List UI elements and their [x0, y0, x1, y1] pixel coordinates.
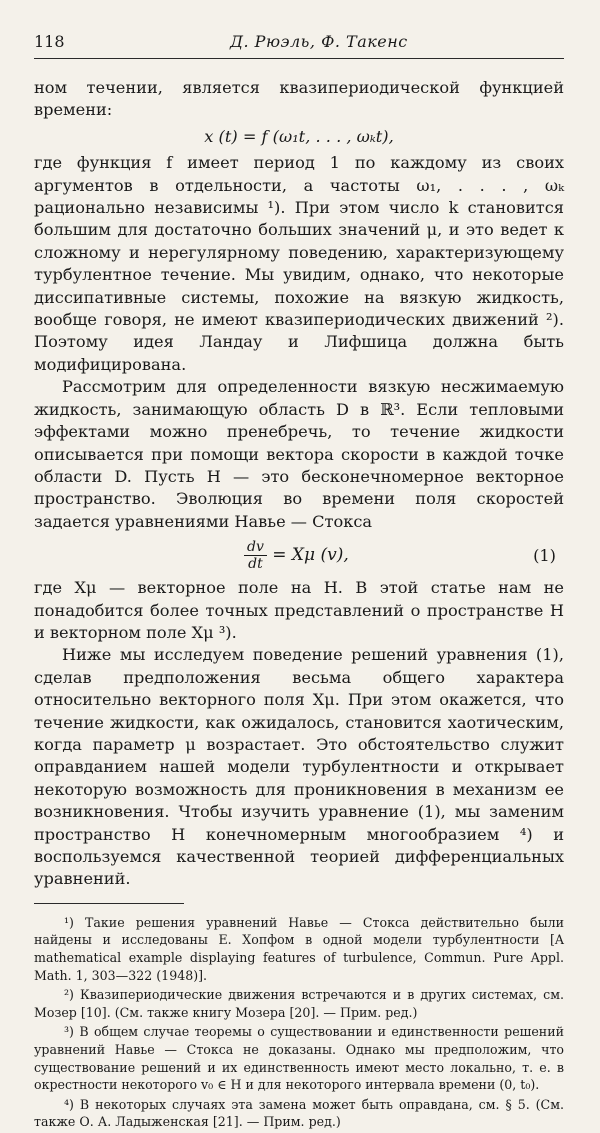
footnotes — [34, 914, 564, 1131]
paragraph-5: Ниже мы исследуем поведение решений уравнения (1), сделав предположения весьма общего характера относительно векторного поля Xμ. При этом окажется, что течение жидкости, как ожидалось, становится хаотическим, когда параметр μ возрастает. Это обстоятельство служит оправданием нашей модели турбулентности и открывает некоторую возможность для проникновения в механизм ее возникновения. Чтобы изучить уравнение (1), мы заменим пространство H конечномерным многообразием ⁴) и воспользуемся качественной теорией дифференциальных уравнений. — [34, 645, 564, 889]
equation-rhs: = Xμ (v), — [272, 545, 349, 566]
equation-denominator: dt — [248, 556, 263, 573]
footnote-3: ³) В общем случае теоремы о существовании и единственности решений уравнений Навье — Стокса не доказаны. Однако мы предположим, что существование решений и их единственность имеют место локально, т. е. в окрестности некоторого v₀ ∈ H и для некоторого интервала времени (0, t₀). — [34, 1024, 564, 1093]
running-head: Д. Рюэль, Ф. Такенс — [230, 32, 408, 51]
footnote-2: ²) Квазипериодические движения встречаются и в других системах, см. Мозер [10]. (См. также книгу Мозера [20]. — Прим. ред.) — [34, 987, 564, 1020]
paragraph-3: Рассмотрим для определенности вязкую несжимаемую жидкость, занимающую область D в ℝ³. Если тепловыми эффектами можно пренебречь, то течение жидкости описывается при помощи вектора скорости в каждой точке области D. Пусть H — это бесконечномерное векторное пространство. Эволюция во времени поля скоростей задается уравнениями Навье — Стокса — [34, 377, 564, 531]
paragraph-1: ном течении, является квазипериодической функцией времени: — [34, 78, 564, 120]
page — [34, 28, 564, 1133]
paragraph-4: где Xμ — векторное поле на H. В этой статье нам не понадобится более точных представлений о пространстве H и векторном поле Xμ ³). — [34, 578, 564, 642]
equation-numerator: dv — [244, 539, 267, 556]
equation-body — [244, 539, 349, 572]
footnote-1: ¹) Такие решения уравнений Навье — Стокса действительно были найдены и исследованы Е. Хопфом в одной модели турбулентности [A mathematical example displaying features of turbulence, Commun. Pure Appl. Math. 1, 303—322 (1948)]. — [34, 914, 564, 983]
equation-fraction — [244, 539, 267, 572]
equation-navier-stokes — [34, 535, 564, 575]
paragraph-2: где функция f имеет период 1 по каждому из своих аргументов в отдельности, а частоты ω₁, . . . , ωₖ рационально независимы ¹). При этом число k становится большим для достаточно больших значений μ, и это ведет к сложному и нерегулярному поведению, характеризующему турбулентное течение. Мы увидим, однако, что некоторые диссипативные системы, похожие на вязкую жидкость, вообще говоря, не имеют квазипериодических движений ²). Поэтому идея Ландау и Лифшица должна быть модифицирована. — [34, 153, 564, 374]
footnote-divider — [34, 903, 184, 904]
page-number: 118 — [34, 32, 65, 51]
page-header — [34, 28, 564, 59]
equation-number: (1) — [533, 546, 556, 566]
formula-quasiperiodic: x (t) = f (ω₁t, . . . , ωₖt), — [204, 126, 394, 146]
footnote-4: ⁴) В некоторых случаях эта замена может быть оправдана, см. § 5. (См. также О. А. Ладыженская [21]. — Прим. ред.) — [34, 1096, 564, 1130]
main-text — [34, 77, 564, 891]
